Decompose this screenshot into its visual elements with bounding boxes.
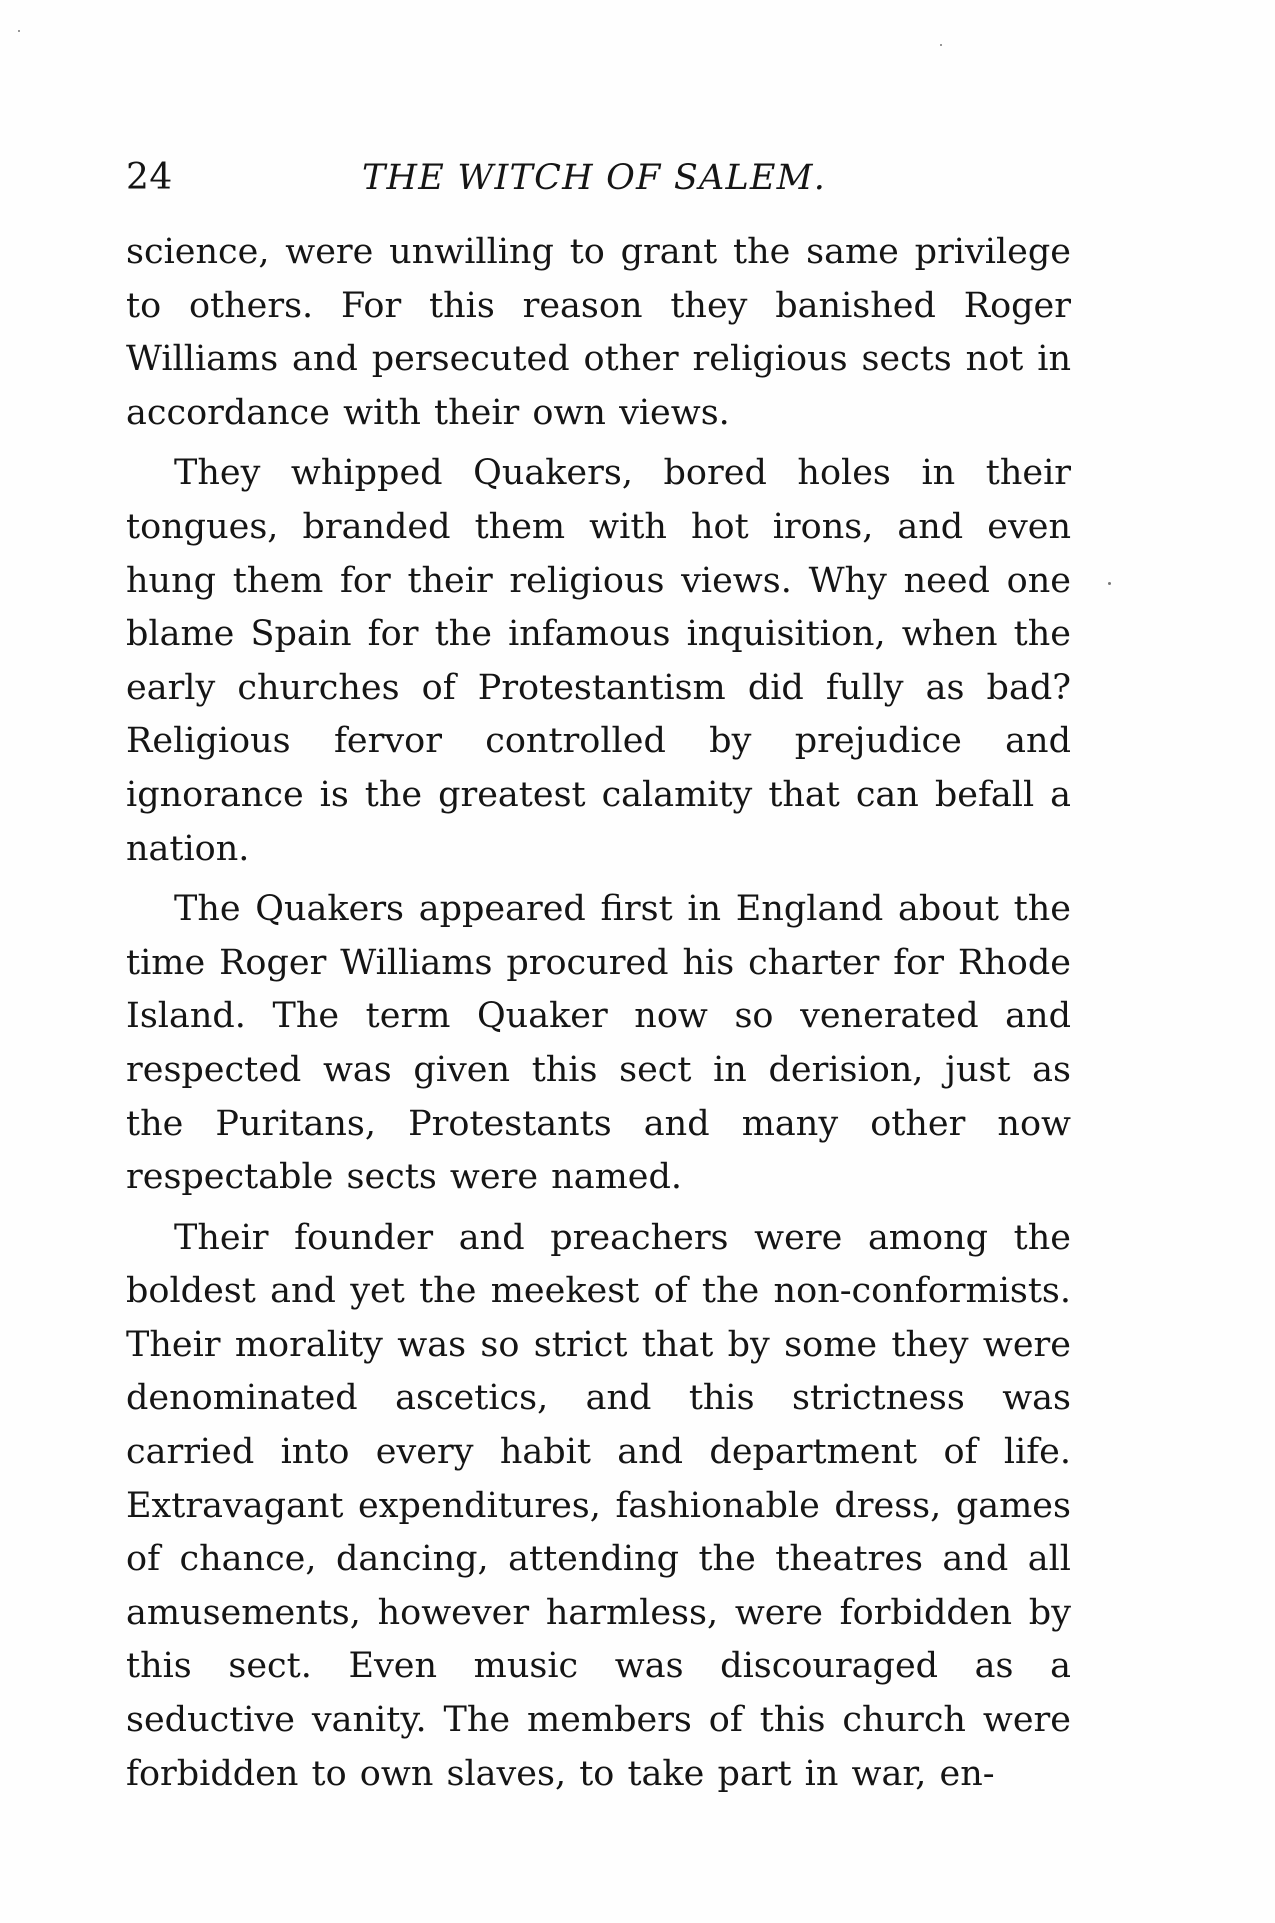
print-speck <box>940 44 942 46</box>
paragraph: The Quakers appeared first in England about the time Roger Williams procured his charter for Rhode Island. The term Quaker now so venerated and respected was given this sect in derision, just as the Puritans, Protestants and many other now respectable sects were named. <box>126 889 1071 1198</box>
body-text <box>126 226 1071 1808</box>
paragraph: Their founder and preachers were among the boldest and yet the meekest of the non-conformists. Their morality was so strict that by some they were denominated ascetics, and this strictness was carried into every habit and department of life. Extravagant expenditures, fashionable dress, games of chance, dancing, attending the theatres and all amusements, however harmless, were forbidden by this sect. Even music was discouraged as a seductive vanity. The members of this church were forbidden to own slaves, to take part in war, en- <box>126 1217 1071 1794</box>
print-speck <box>18 30 20 32</box>
page-number: 24 <box>126 157 173 198</box>
paragraph: They whipped Quakers, bored holes in their tongues, branded them with hot irons, and even hung them for their religious views. Why need one blame Spain for the infamous inquisition, when the early churches of Protestantism did fully as bad? Religious fervor controlled by prejudice and ignorance is the greatest calamity that can befall a nation. <box>126 453 1071 869</box>
paragraph-continued: science, were unwilling to grant the same privilege to others. For this reason they banished Roger Williams and persecuted other religious sects not in accordance with their own views. <box>126 232 1071 433</box>
page-header <box>124 158 1076 203</box>
print-speck <box>1108 582 1111 585</box>
running-title: THE WITCH OF SALEM. <box>362 158 827 198</box>
